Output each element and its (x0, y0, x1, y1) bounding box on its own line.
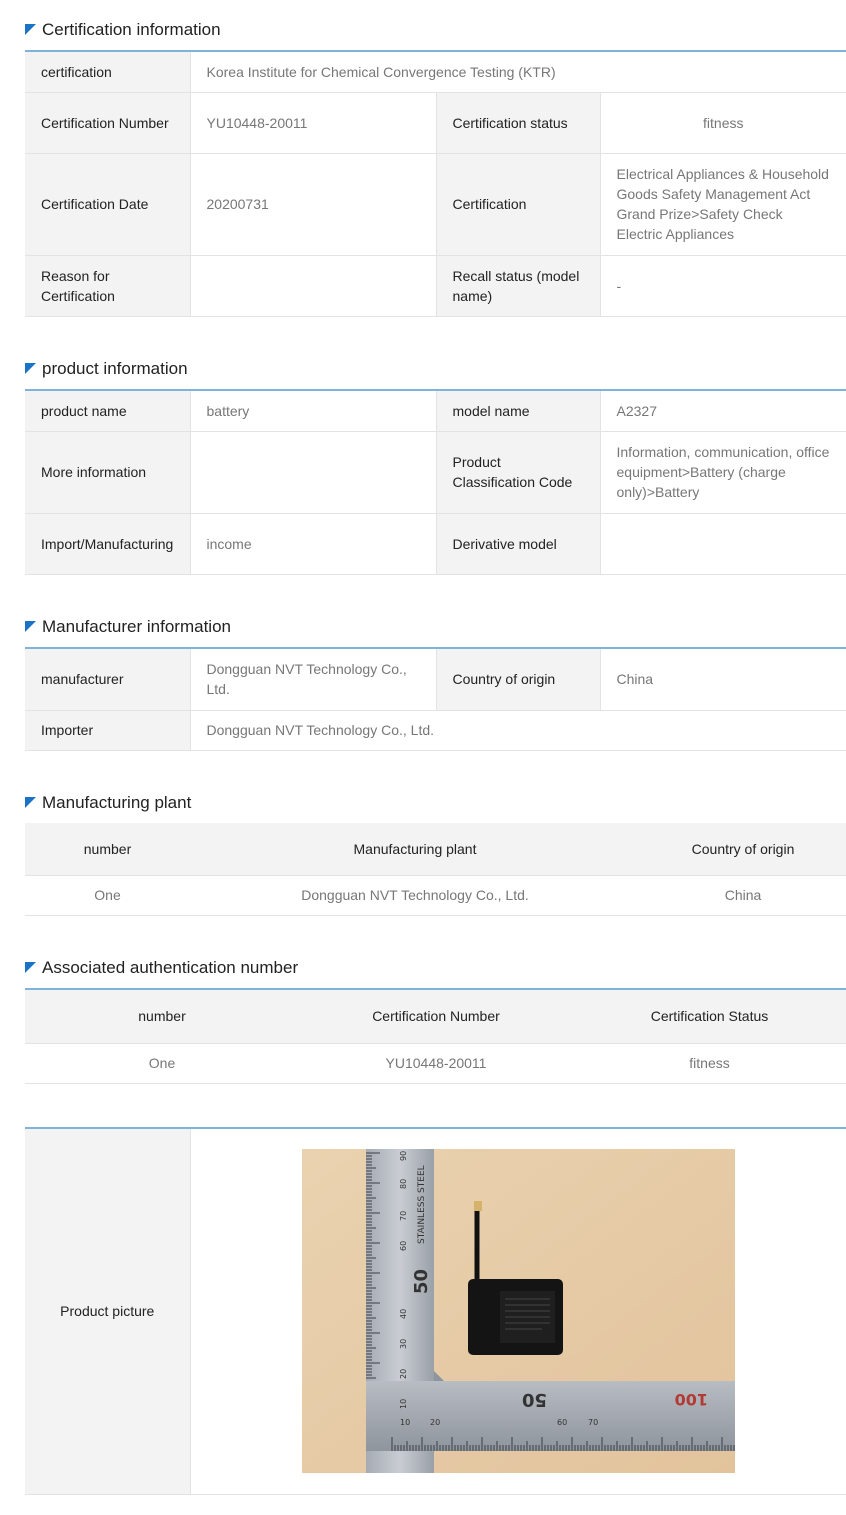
section-title-text: Associated authentication number (42, 958, 299, 977)
section-marker-icon (25, 363, 36, 374)
section-marker-icon (25, 24, 36, 35)
cert-number-value: YU10448-20011 (190, 92, 436, 153)
product-picture-label: Product picture (25, 1128, 190, 1494)
ruler-brand-text: STAINLESS STEEL (416, 1165, 427, 1245)
cert-date-value: 20200731 (190, 153, 436, 255)
svg-text:60: 60 (398, 1241, 408, 1252)
importer-label: Importer (25, 710, 190, 750)
cert-status-value[interactable]: fitness (600, 92, 846, 153)
import-manufacturing-label: Import/Manufacturing (25, 513, 190, 574)
table-row (25, 92, 846, 153)
table-cell: fitness (573, 1043, 846, 1083)
section-title-text: Manufacturing plant (42, 793, 192, 812)
column-header: Certification Status (573, 989, 846, 1043)
product-name-value: battery (190, 390, 436, 431)
svg-text:10: 10 (398, 1399, 408, 1410)
svg-text:70: 70 (587, 1418, 598, 1428)
table-row (25, 1043, 846, 1083)
section-marker-icon (25, 962, 36, 973)
svg-text:50: 50 (521, 1389, 547, 1411)
product-table (25, 389, 846, 575)
table-cell: YU10448-20011 (299, 1043, 573, 1083)
product-name-label: product name (25, 390, 190, 431)
svg-text:60: 60 (556, 1418, 567, 1428)
column-header: Manufacturing plant (190, 823, 640, 875)
battery-photo-image (302, 1149, 735, 1473)
column-header: number (25, 823, 190, 875)
manufacturer-table (25, 647, 846, 751)
product-picture-cell (190, 1128, 846, 1494)
svg-text:50: 50 (410, 1269, 432, 1295)
model-name-value: A2327 (600, 390, 846, 431)
derivative-model-label: Derivative model (436, 513, 600, 574)
cert-status-label: Certification status (436, 92, 600, 153)
section-marker-icon (25, 797, 36, 808)
section-title-associated (25, 958, 298, 978)
section-title-text: product information (42, 359, 188, 378)
table-row (25, 1128, 846, 1494)
svg-text:30: 30 (398, 1339, 408, 1350)
svg-text:40: 40 (398, 1309, 408, 1320)
classification-code-value: Information, communication, office equipment>Battery (charge only)>Battery (600, 431, 846, 513)
table-header-row (25, 823, 846, 875)
cert-date-label: Certification Date (25, 153, 190, 255)
origin-label: Country of origin (436, 648, 600, 710)
table-row (25, 390, 846, 431)
cert-category-value: Electrical Appliances & Household Goods Safety Management Act Grand Prize>Safety Check Electric Appliances (600, 153, 846, 255)
table-header-row (25, 989, 846, 1043)
table-row (25, 153, 846, 255)
column-header: Country of origin (640, 823, 846, 875)
svg-text:90: 90 (398, 1151, 408, 1162)
recall-value: - (600, 255, 846, 316)
table-row (25, 513, 846, 574)
manufacturer-label: manufacturer (25, 648, 190, 710)
svg-text:70: 70 (398, 1211, 408, 1222)
column-header: Certification Number (299, 989, 573, 1043)
more-info-label: More information (25, 431, 190, 513)
section-marker-icon (25, 621, 36, 632)
product-photo (191, 1149, 846, 1473)
table-row (25, 51, 846, 92)
manufacturer-value: Dongguan NVT Technology Co., Ltd. (190, 648, 436, 710)
picture-table (25, 1127, 846, 1495)
svg-text:10: 10 (399, 1418, 410, 1428)
table-cell: One (25, 1043, 299, 1083)
cert-category-label: Certification (436, 153, 600, 255)
classification-code-label: Product Classification Code (436, 431, 600, 513)
section-title-plant (25, 793, 191, 813)
section-title-product (25, 359, 188, 379)
certification-label: certification (25, 51, 190, 92)
origin-value: China (600, 648, 846, 710)
import-manufacturing-value: income (190, 513, 436, 574)
column-header: number (25, 989, 299, 1043)
svg-text:100: 100 (674, 1390, 708, 1410)
section-title-text: Manufacturer information (42, 617, 231, 636)
model-name-label: model name (436, 390, 600, 431)
certification-table (25, 50, 846, 317)
importer-value: Dongguan NVT Technology Co., Ltd. (190, 710, 846, 750)
plant-table (25, 823, 846, 916)
table-cell: One (25, 875, 190, 915)
table-row (25, 875, 846, 915)
section-title-manufacturer (25, 617, 231, 637)
table-cell: Dongguan NVT Technology Co., Ltd. (190, 875, 640, 915)
derivative-model-value (600, 513, 846, 574)
associated-table (25, 988, 846, 1084)
recall-label: Recall status (model name) (436, 255, 600, 316)
svg-text:80: 80 (398, 1179, 408, 1190)
table-cell: China (640, 875, 846, 915)
section-title-certification (25, 20, 221, 40)
table-row (25, 710, 846, 750)
reason-value (190, 255, 436, 316)
table-row (25, 648, 846, 710)
cert-number-label: Certification Number (25, 92, 190, 153)
certification-value: Korea Institute for Chemical Convergence Testing (KTR) (190, 51, 846, 92)
more-info-value (190, 431, 436, 513)
section-title-text: Certification information (42, 20, 221, 39)
svg-text:20: 20 (429, 1418, 440, 1428)
svg-text:20: 20 (398, 1369, 408, 1380)
table-row (25, 431, 846, 513)
reason-label: Reason for Certification (25, 255, 190, 316)
table-row (25, 255, 846, 316)
